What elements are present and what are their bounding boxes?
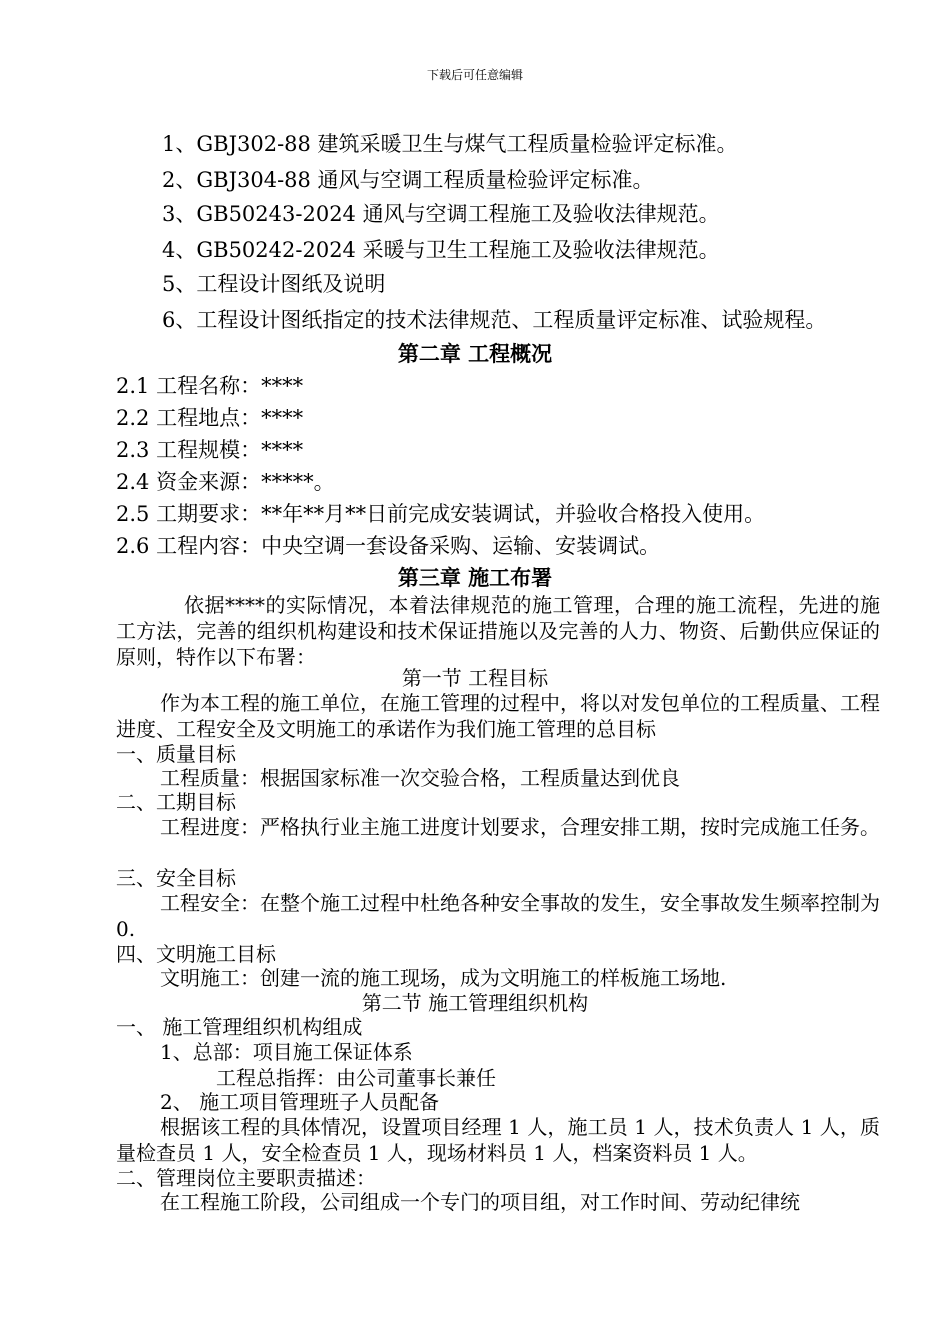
org-text: 在工程施工阶段，公司组成一个专门的项目组，对工作时间、劳动纪律统 [160, 1190, 800, 1214]
overview-item: 2.6 工程内容：中央空调一套设备采购、运输、安装调试。 [116, 534, 661, 558]
section-title: 第一节 工程目标 [401, 666, 549, 690]
chapter-intro: 依据****的实际情况，本着法律规范的施工管理，合理的施工流程，先进的施工方法，完善的组织机构建设和技术保证措施以及完善的人力、物资、后勤供应保证的原则，特作以下布署： [116, 593, 880, 669]
goal-heading: 四、文明施工目标 [116, 942, 276, 966]
org-heading: 二、管理岗位主要职责描述： [116, 1166, 376, 1190]
reference-item: 2、GBJ304-88 通风与空调工程质量检验评定标准。 [162, 168, 654, 192]
overview-item: 2.3 工程规模：**** [116, 438, 304, 462]
goal-text: 文明施工：创建一流的施工现场，成为文明施工的样板施工场地. [160, 966, 727, 990]
reference-item: 4、GB50242-2024 采暖与卫生工程施工及验收法律规范。 [162, 238, 720, 262]
reference-item: 5、工程设计图纸及说明 [162, 272, 386, 296]
page-header: 下载后可任意编辑 [426, 68, 523, 82]
overview-item: 2.1 工程名称：**** [116, 374, 304, 398]
goal-heading: 三、安全目标 [116, 866, 236, 890]
goal-text: 工程安全：在整个施工过程中杜绝各种安全事故的发生，安全事故发生频率控制为 0. [116, 891, 880, 941]
section-intro: 作为本工程的施工单位，在施工管理的过程中，将以对发包单位的工程质量、工程进度、工程安全及文明施工的承诺作为我们施工管理的总目标 [116, 691, 880, 741]
org-subheading: 1、总部：项目施工保证体系 [160, 1040, 413, 1064]
chapter-title: 第三章 施工布署 [397, 565, 553, 590]
section-title: 第二节 施工管理组织机构 [361, 991, 589, 1015]
goal-text: 工程进度：严格执行业主施工进度计划要求，合理安排工期，按时完成施工任务。 [160, 815, 880, 839]
chapter-title: 第二章 工程概况 [397, 341, 553, 366]
goal-heading: 二、工期目标 [116, 790, 236, 814]
overview-item: 2.2 工程地点：**** [116, 406, 304, 430]
org-subheading: 2、 施工项目管理班子人员配备 [160, 1090, 440, 1114]
org-heading: 一、 施工管理组织机构组成 [116, 1015, 363, 1039]
goal-heading: 一、质量目标 [116, 742, 236, 766]
reference-item: 3、GB50243-2024 通风与空调工程施工及验收法律规范。 [162, 202, 720, 226]
reference-item: 1、GBJ302-88 建筑采暖卫生与煤气工程质量检验评定标准。 [162, 132, 738, 156]
org-text: 工程总指挥：由公司董事长兼任 [216, 1066, 496, 1090]
goal-text: 工程质量：根据国家标准一次交验合格，工程质量达到优良 [160, 766, 680, 790]
reference-item: 6、工程设计图纸指定的技术法律规范、工程质量评定标准、试验规程。 [162, 308, 827, 332]
org-text: 根据该工程的具体情况，设置项目经理 1 人，施工员 1 人，技术负责人 1 人，质量检查员 1 人，安全检查员 1 人，现场材料员 1 人，档案资料员 1 人。 [116, 1115, 880, 1165]
overview-item: 2.5 工期要求：**年**月**日前完成安装调试，并验收合格投入使用。 [116, 502, 766, 526]
overview-item: 2.4 资金来源：*****。 [116, 470, 335, 494]
